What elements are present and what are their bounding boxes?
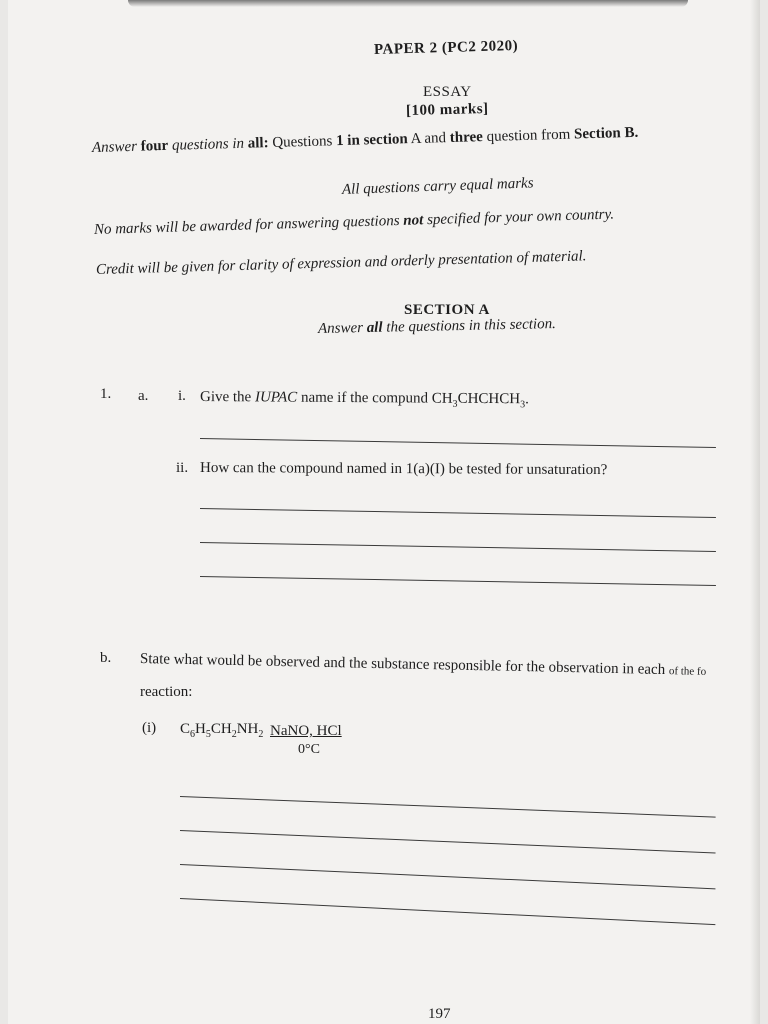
question-number: 1.: [100, 386, 112, 402]
text-span: .: [525, 391, 529, 408]
subscript: 2: [258, 729, 264, 740]
text-span: three: [449, 129, 484, 147]
answer-line[interactable]: [200, 438, 716, 448]
question-1b-text-2: reaction:: [140, 684, 193, 700]
answer-line[interactable]: [200, 542, 716, 552]
subpart-i-label: i.: [178, 388, 186, 404]
instruction-line-3: [94, 207, 615, 239]
text-span: No marks will be awarded for answering questions: [93, 212, 400, 238]
text-span: name if the compund CH: [300, 389, 453, 407]
instruction-line-2: All questions carry equal marks: [341, 175, 534, 198]
subscript: 5: [205, 729, 211, 740]
answer-line[interactable]: [200, 576, 716, 586]
subscript: 3: [452, 398, 458, 410]
part-a-label: a.: [138, 388, 149, 404]
section-title: SECTION A: [404, 302, 490, 318]
text-span: the questions in this section.: [386, 316, 557, 336]
answer-line[interactable]: [180, 898, 715, 925]
instruction-line-1: [92, 125, 639, 157]
text-span: four: [140, 137, 169, 155]
text-span: CH: [210, 721, 232, 737]
answer-line[interactable]: [200, 508, 716, 518]
essay-heading: ESSAY: [423, 84, 472, 100]
text-span: specified for your own country.: [426, 206, 615, 229]
text-span: CHCHCH: [457, 390, 521, 408]
text-span: not: [403, 212, 424, 229]
answer-line[interactable]: [180, 864, 715, 889]
text-span: questions in: [171, 135, 245, 154]
text-span: Give the: [199, 389, 252, 406]
text-span: Section B.: [573, 124, 639, 143]
text-span: IUPAC: [254, 389, 298, 406]
exam-page: [8, 0, 760, 1024]
section-subtitle: [318, 316, 556, 338]
marks-heading: [100 marks]: [405, 100, 489, 120]
text-span: Answer: [317, 320, 364, 337]
text-span: question from: [486, 126, 571, 145]
text-span: State what would be observed and the substance responsible for the observation in each: [139, 651, 666, 678]
page-edge: [750, 0, 760, 1024]
question-1b-text: [140, 651, 707, 680]
paper-title: PAPER 2 (PC2 2020): [373, 37, 519, 59]
text-span: 1 in section: [335, 131, 408, 150]
question-1a-ii-text: How can the compound named in 1(a)(I) be tested for unsaturation?: [199, 460, 608, 479]
text-span: Questions: [272, 133, 333, 151]
subscript: 2: [231, 729, 237, 740]
reagent-top: NaNO, HCl: [270, 723, 342, 739]
text-span: NH: [236, 721, 259, 737]
scan-shadow: [128, 0, 688, 7]
text-span: A and: [410, 130, 447, 148]
text-span: of the fo: [668, 665, 707, 678]
text-span: Answer: [91, 138, 138, 156]
reactant-formula: [180, 721, 263, 740]
subpart-ii-label: ii.: [176, 460, 189, 476]
question-1a-i-text: [200, 389, 529, 410]
reagent-bottom: 0°C: [298, 742, 320, 757]
reaction-i-label: (i): [142, 720, 157, 736]
text-span: all: [366, 319, 383, 336]
answer-line[interactable]: [180, 796, 716, 818]
text-span: H: [195, 721, 206, 737]
subscript: 3: [520, 399, 526, 411]
instruction-line-4: Credit will be given for clarity of expression and orderly presentation of material.: [95, 248, 587, 278]
page-number: 197: [428, 1006, 451, 1022]
answer-line[interactable]: [180, 830, 716, 853]
subscript: 6: [190, 729, 196, 740]
text-span: C: [180, 721, 191, 737]
text-span: all:: [247, 135, 269, 152]
part-b-label: b.: [100, 650, 112, 666]
